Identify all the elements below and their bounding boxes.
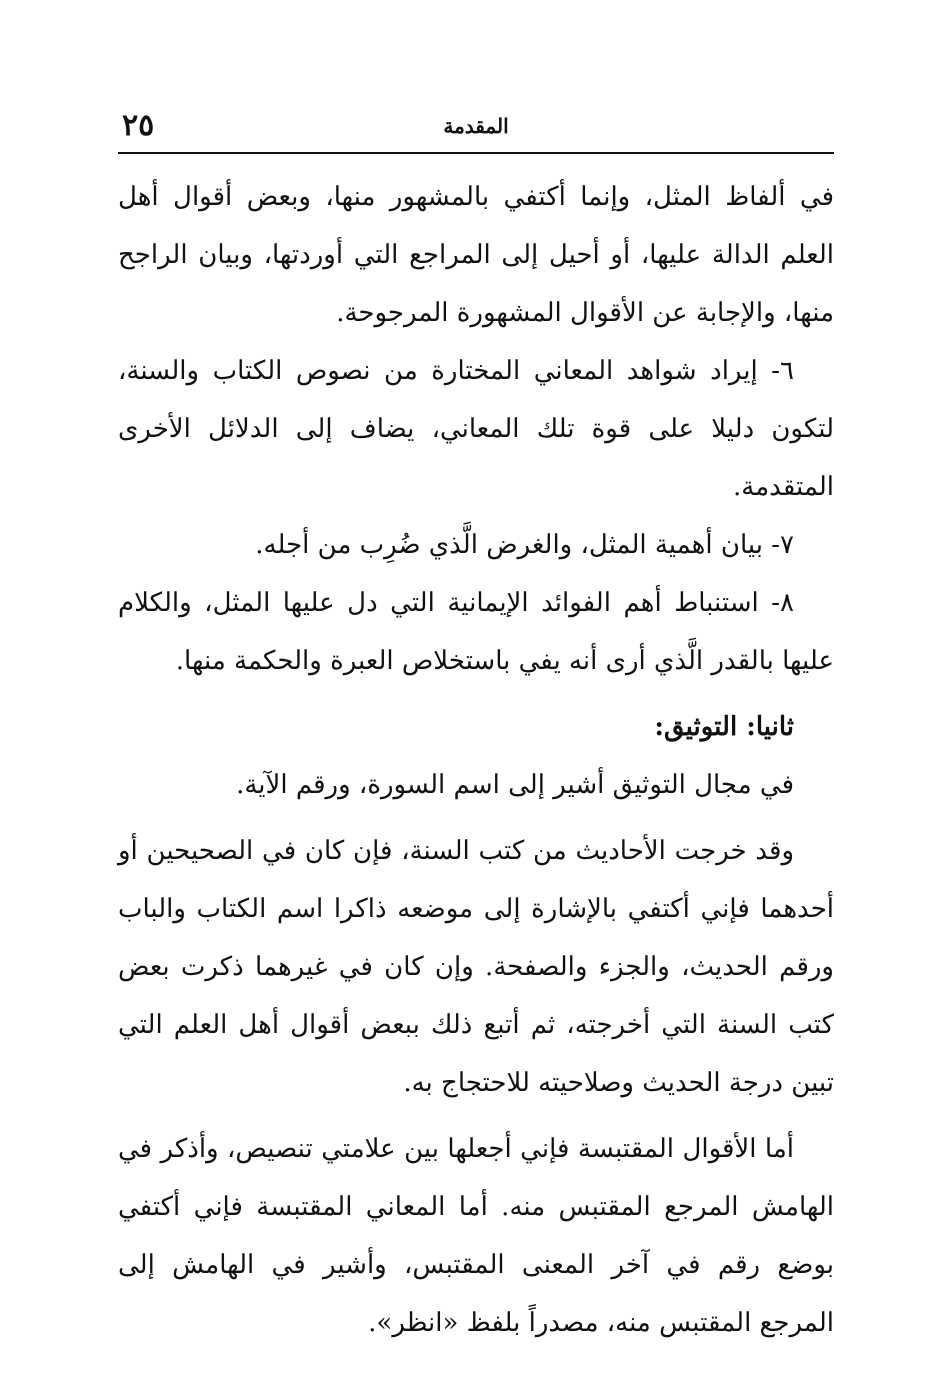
- book-page: [118, 100, 834, 1340]
- list-item-8: ٨- استنباط أهم الفوائد الإيمانية التي دل عليها المثل، والكلام عليها بالقدر الَّذي أرى أنه يفي باستخلاص العبرة والحكمة منها.: [118, 588, 834, 676]
- chapter-title: المقدمة: [443, 114, 509, 138]
- page-number: ٢٥: [122, 108, 155, 143]
- running-header: [118, 100, 834, 154]
- list-item-6: ٦- إيراد شواهد المعاني المختارة من نصوص الكتاب والسنة، لتكون دليلا على قوة تلك المعاني، يضاف إلى الدلائل الأخرى المتقدمة.: [118, 356, 834, 502]
- section-heading: ثانيا: التوثيق:: [654, 712, 794, 742]
- paragraph-quran-citation: في مجال التوثيق أشير إلى اسم السورة، ورقم الآية.: [236, 770, 794, 800]
- paragraph-hadith-citation: وقد خرجت الأحاديث من كتب السنة، فإن كان في الصحيحين أو أحدهما فإني أكتفي بالإشارة إلى موضعه ذاكرا اسم الكتاب والباب ورقم الحديث، والجزء والصفحة. وإن كان في غيرهما ذكرت بعض كتب السنة التي أخرجته، ثم أتبع ذلك ببعض أقوال أهل العلم التي تبين درجة الحديث وصلاحيته للاحتجاج به.: [118, 836, 834, 1098]
- list-item-7: ٧- بيان أهمية المثل، والغرض الَّذي ضُرِب من أجله.: [255, 530, 794, 560]
- paragraph-quotations: أما الأقوال المقتبسة فإني أجعلها بين علامتي تنصيص، وأذكر في الهامش المرجع المقتبس منه. أما المعاني المقتبسة فإني أكتفي بوضع رقم في آخر المعنى المقتبس، وأشير في الهامش إلى المرجع المقتبس منه، مصدراً بلفظ «انظر».: [118, 1134, 834, 1338]
- paragraph-continuation: في ألفاظ المثل، وإنما أكتفي بالمشهور منها، وبعض أقوال أهل العلم الدالة عليها، أو أحيل إلى المراجع التي أوردتها، وبيان الراجح منها، والإجابة عن الأقوال المشهورة المرجوحة.: [118, 182, 834, 328]
- page-body: [118, 168, 834, 1352]
